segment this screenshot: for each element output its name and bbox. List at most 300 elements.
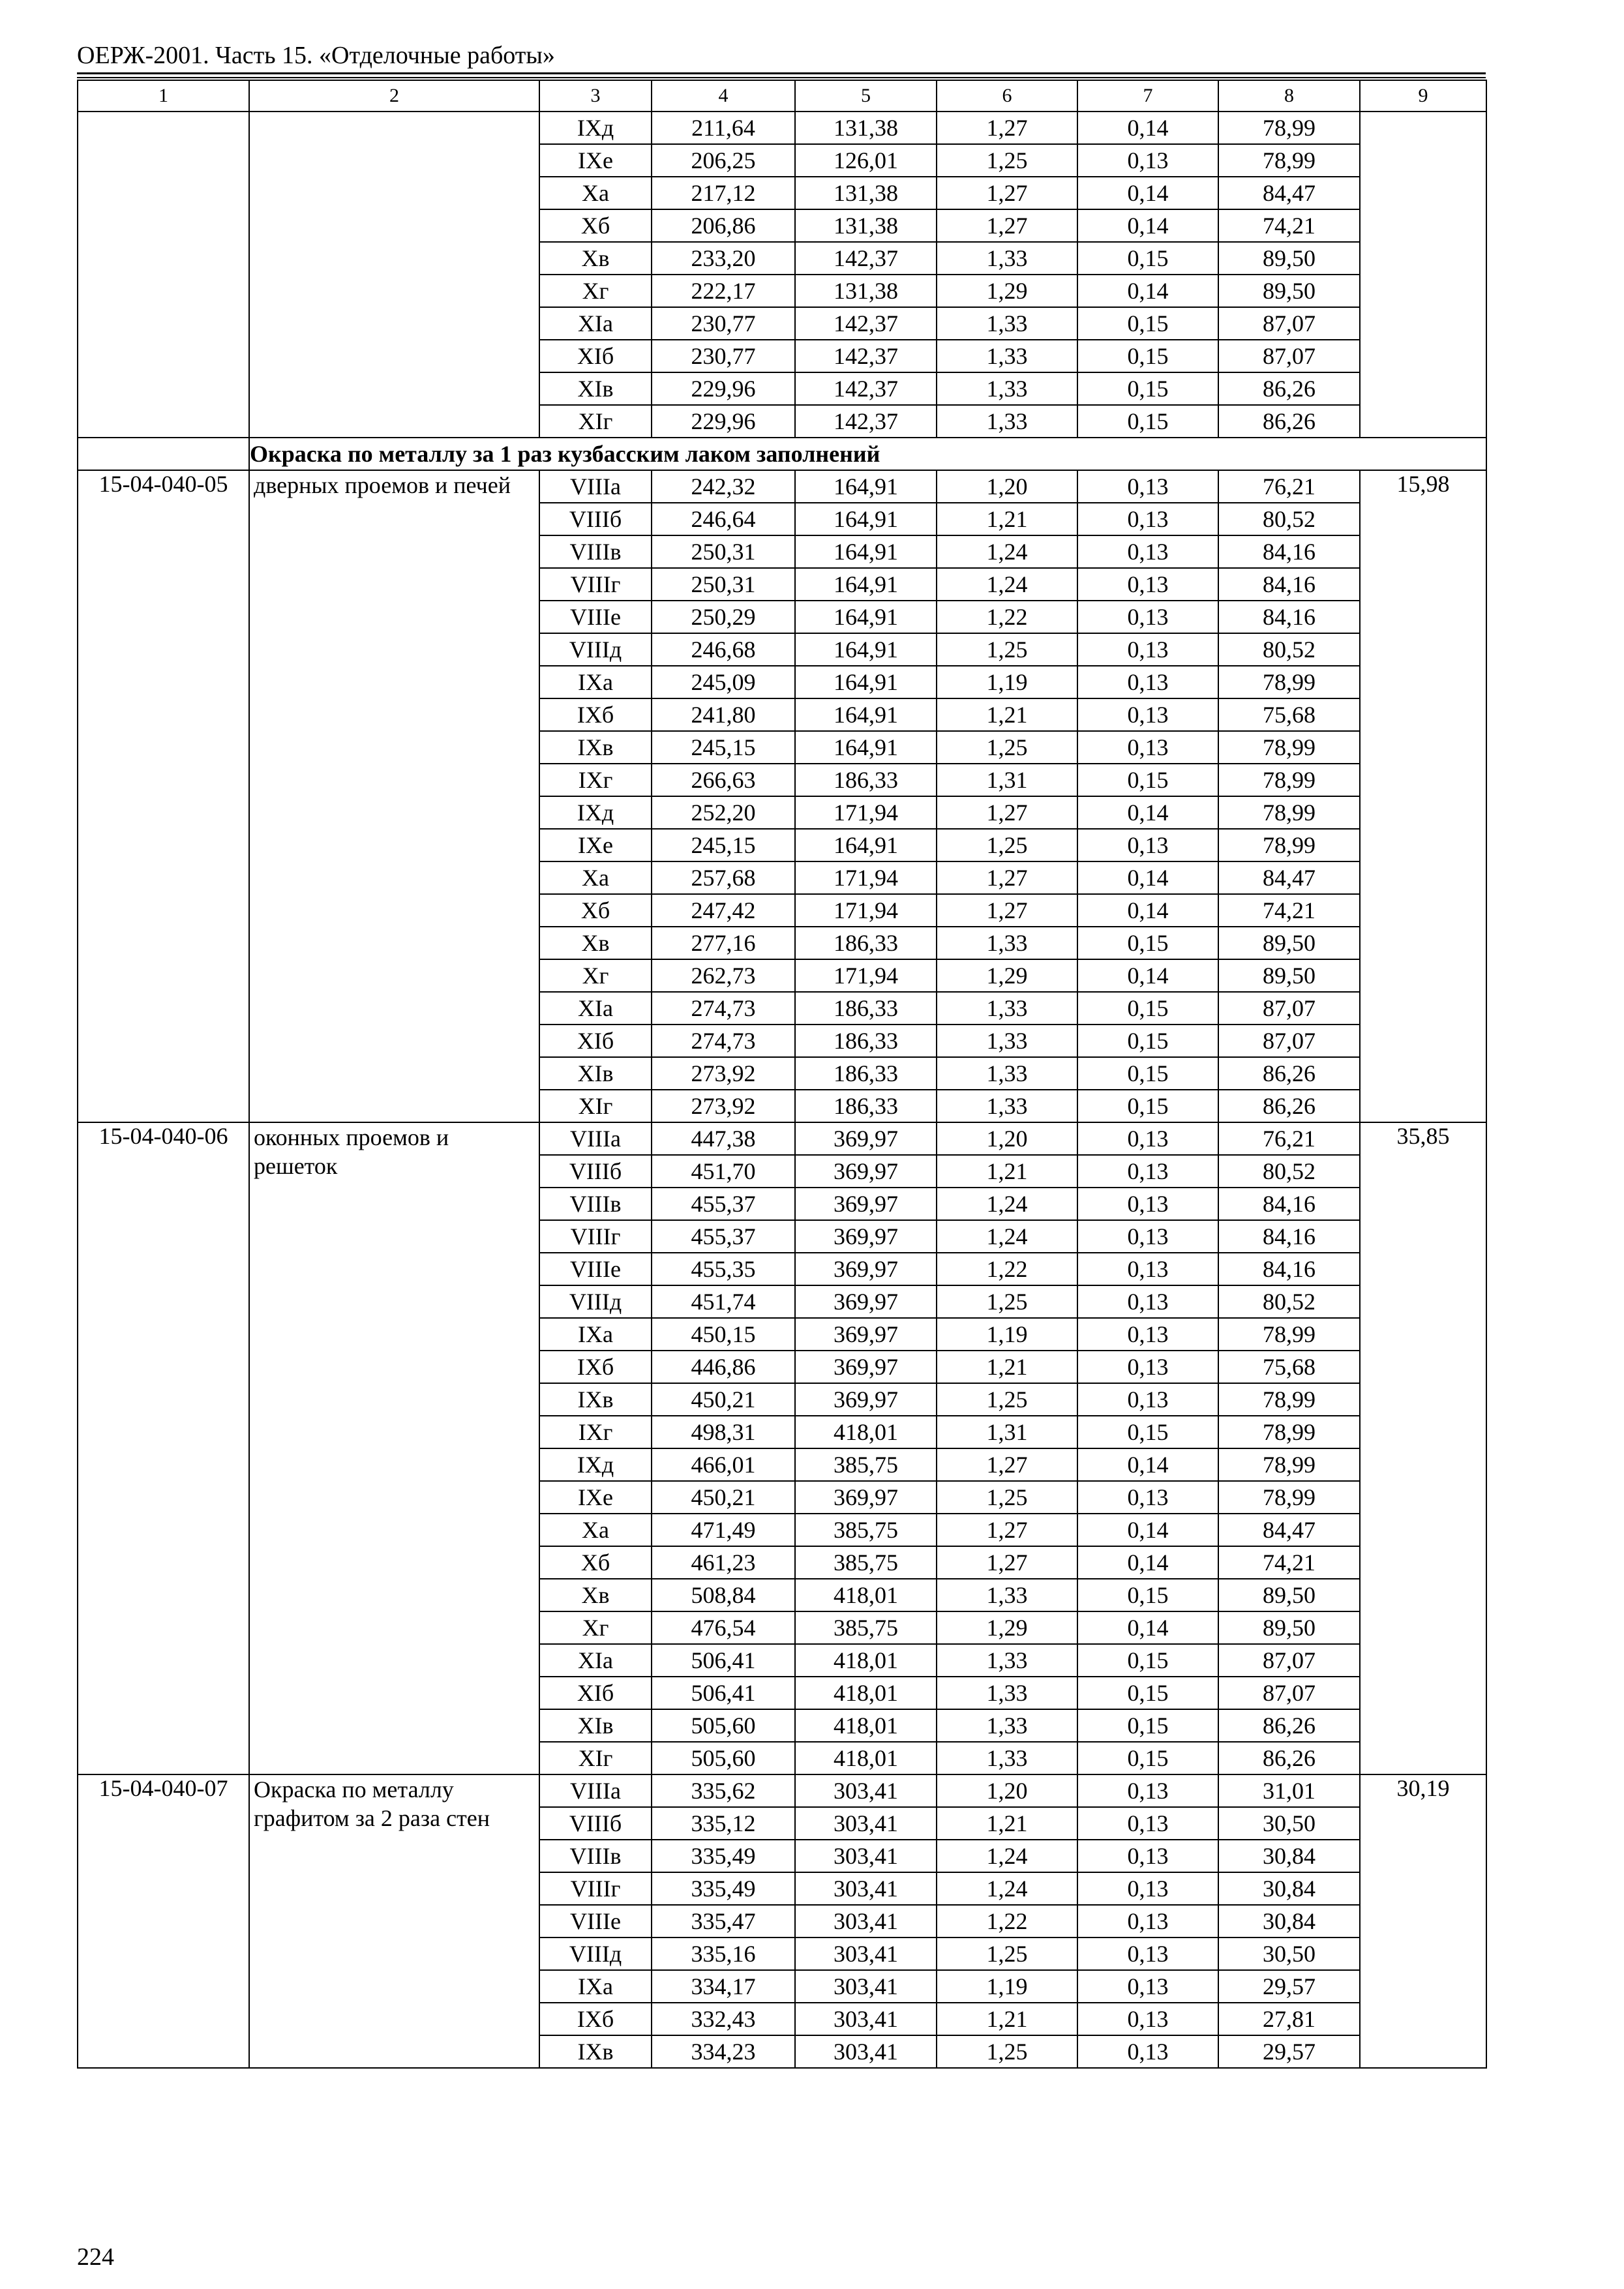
base-price-cell: 245,15	[652, 731, 795, 764]
driver-wage-cell: 0,13	[1077, 1122, 1218, 1155]
base-price-cell: 274,73	[652, 992, 795, 1025]
zone-cell: VIIIг	[539, 1872, 652, 1905]
zone-cell: Xб	[539, 1546, 652, 1579]
price-cell: 15,98	[1360, 470, 1486, 1122]
driver-wage-cell: 0,14	[1077, 177, 1218, 209]
zone-cell: IXд	[539, 1448, 652, 1481]
zone-cell: IXб	[539, 1351, 652, 1383]
labor-cost-cell: 186,33	[795, 992, 937, 1025]
zone-cell: Xа	[539, 177, 652, 209]
material-cost-cell: 86,26	[1218, 1057, 1360, 1090]
machine-cost-cell: 1,25	[937, 731, 1077, 764]
base-price-cell: 277,16	[652, 927, 795, 959]
column-number: 7	[1077, 80, 1218, 112]
material-cost-cell: 86,26	[1218, 372, 1360, 405]
labor-cost-cell: 385,75	[795, 1514, 937, 1546]
material-cost-cell: 78,99	[1218, 731, 1360, 764]
rates-table	[77, 80, 1487, 2069]
material-cost-cell: 30,84	[1218, 1840, 1360, 1872]
base-price-cell: 334,23	[652, 2035, 795, 2068]
driver-wage-cell: 0,13	[1077, 829, 1218, 861]
zone-cell: IXб	[539, 2003, 652, 2035]
zone-cell: XIг	[539, 1742, 652, 1774]
base-price-cell: 262,73	[652, 959, 795, 992]
zone-cell: VIIIд	[539, 633, 652, 666]
material-cost-cell: 84,16	[1218, 535, 1360, 568]
machine-cost-cell: 1,25	[937, 1285, 1077, 1318]
labor-cost-cell: 186,33	[795, 1090, 937, 1122]
driver-wage-cell: 0,13	[1077, 1383, 1218, 1416]
base-price-cell: 242,32	[652, 470, 795, 503]
base-price-cell: 334,17	[652, 1970, 795, 2003]
material-cost-cell: 29,57	[1218, 2035, 1360, 2068]
material-cost-cell: 84,47	[1218, 861, 1360, 894]
material-cost-cell: 87,07	[1218, 1677, 1360, 1709]
zone-cell: Xв	[539, 927, 652, 959]
machine-cost-cell: 1,27	[937, 1448, 1077, 1481]
driver-wage-cell: 0,13	[1077, 1285, 1218, 1318]
material-cost-cell: 76,21	[1218, 1122, 1360, 1155]
labor-cost-cell: 171,94	[795, 894, 937, 927]
driver-wage-cell: 0,13	[1077, 633, 1218, 666]
zone-cell: IXа	[539, 1318, 652, 1351]
labor-cost-cell: 164,91	[795, 731, 937, 764]
machine-cost-cell: 1,29	[937, 959, 1077, 992]
zone-cell: Xг	[539, 959, 652, 992]
zone-cell: Xв	[539, 242, 652, 275]
material-cost-cell: 78,99	[1218, 796, 1360, 829]
driver-wage-cell: 0,13	[1077, 1872, 1218, 1905]
zone-cell: IXб	[539, 698, 652, 731]
labor-cost-cell: 164,91	[795, 698, 937, 731]
labor-cost-cell: 131,38	[795, 112, 937, 144]
table-row	[78, 1774, 1486, 1807]
labor-cost-cell: 369,97	[795, 1351, 937, 1383]
material-cost-cell: 86,26	[1218, 1090, 1360, 1122]
machine-cost-cell: 1,21	[937, 698, 1077, 731]
base-price-cell: 455,35	[652, 1253, 795, 1285]
driver-wage-cell: 0,13	[1077, 1155, 1218, 1188]
driver-wage-cell: 0,14	[1077, 275, 1218, 307]
column-number: 5	[795, 80, 937, 112]
driver-wage-cell: 0,13	[1077, 1970, 1218, 2003]
labor-cost-cell: 164,91	[795, 503, 937, 535]
machine-cost-cell: 1,25	[937, 829, 1077, 861]
driver-wage-cell: 0,15	[1077, 1644, 1218, 1677]
material-cost-cell: 30,50	[1218, 1937, 1360, 1970]
material-cost-cell: 74,21	[1218, 894, 1360, 927]
driver-wage-cell: 0,15	[1077, 405, 1218, 438]
material-cost-cell: 84,47	[1218, 1514, 1360, 1546]
zone-cell: XIв	[539, 1709, 652, 1742]
machine-cost-cell: 1,29	[937, 275, 1077, 307]
labor-cost-cell: 131,38	[795, 209, 937, 242]
machine-cost-cell: 1,27	[937, 209, 1077, 242]
machine-cost-cell: 1,25	[937, 633, 1077, 666]
zone-cell: VIIIа	[539, 1122, 652, 1155]
driver-wage-cell: 0,15	[1077, 372, 1218, 405]
driver-wage-cell: 0,14	[1077, 796, 1218, 829]
driver-wage-cell: 0,14	[1077, 861, 1218, 894]
driver-wage-cell: 0,14	[1077, 959, 1218, 992]
machine-cost-cell: 1,20	[937, 1122, 1077, 1155]
driver-wage-cell: 0,15	[1077, 927, 1218, 959]
material-cost-cell: 78,99	[1218, 1481, 1360, 1514]
machine-cost-cell: 1,25	[937, 2035, 1077, 2068]
zone-cell: XIа	[539, 992, 652, 1025]
labor-cost-cell: 303,41	[795, 2035, 937, 2068]
base-price-cell: 466,01	[652, 1448, 795, 1481]
labor-cost-cell: 164,91	[795, 633, 937, 666]
labor-cost-cell: 142,37	[795, 307, 937, 340]
machine-cost-cell: 1,33	[937, 372, 1077, 405]
driver-wage-cell: 0,14	[1077, 1546, 1218, 1579]
driver-wage-cell: 0,15	[1077, 1416, 1218, 1448]
zone-cell: VIIIб	[539, 1155, 652, 1188]
zone-cell: IXд	[539, 796, 652, 829]
machine-cost-cell: 1,21	[937, 1155, 1077, 1188]
machine-cost-cell: 1,31	[937, 764, 1077, 796]
driver-wage-cell: 0,13	[1077, 1807, 1218, 1840]
driver-wage-cell: 0,15	[1077, 242, 1218, 275]
zone-cell: IXв	[539, 1383, 652, 1416]
labor-cost-cell: 385,75	[795, 1611, 937, 1644]
section-title: Окраска по металлу за 1 раз кузбасским лаком заполнений	[249, 438, 1486, 470]
material-cost-cell: 87,07	[1218, 340, 1360, 372]
material-cost-cell: 75,68	[1218, 698, 1360, 731]
base-price-cell: 505,60	[652, 1742, 795, 1774]
driver-wage-cell: 0,13	[1077, 1253, 1218, 1285]
labor-cost-cell: 186,33	[795, 1057, 937, 1090]
driver-wage-cell: 0,13	[1077, 470, 1218, 503]
labor-cost-cell: 164,91	[795, 666, 937, 698]
base-price-cell: 447,38	[652, 1122, 795, 1155]
page-header-title: ОЕРЖ-2001. Часть 15. «Отделочные работы»	[77, 42, 555, 69]
labor-cost-cell: 164,91	[795, 535, 937, 568]
driver-wage-cell: 0,13	[1077, 503, 1218, 535]
zone-cell: VIIIг	[539, 1220, 652, 1253]
driver-wage-cell: 0,13	[1077, 568, 1218, 601]
material-cost-cell: 86,26	[1218, 1709, 1360, 1742]
base-price-cell: 451,70	[652, 1155, 795, 1188]
base-price-cell: 211,64	[652, 112, 795, 144]
machine-cost-cell: 1,33	[937, 242, 1077, 275]
zone-cell: Xг	[539, 275, 652, 307]
driver-wage-cell: 0,15	[1077, 1025, 1218, 1057]
material-cost-cell: 74,21	[1218, 209, 1360, 242]
zone-cell: XIв	[539, 1057, 652, 1090]
zone-cell: Xа	[539, 861, 652, 894]
material-cost-cell: 80,52	[1218, 633, 1360, 666]
material-cost-cell: 86,26	[1218, 405, 1360, 438]
material-cost-cell: 84,47	[1218, 177, 1360, 209]
base-price-cell: 335,16	[652, 1937, 795, 1970]
zone-cell: VIIIд	[539, 1937, 652, 1970]
machine-cost-cell: 1,33	[937, 1677, 1077, 1709]
base-price-cell: 332,43	[652, 2003, 795, 2035]
material-cost-cell: 84,16	[1218, 1188, 1360, 1220]
header-rule	[77, 72, 1486, 74]
column-number: 3	[539, 80, 652, 112]
zone-cell: IXд	[539, 112, 652, 144]
labor-cost-cell: 369,97	[795, 1383, 937, 1416]
material-cost-cell: 78,99	[1218, 829, 1360, 861]
labor-cost-cell: 171,94	[795, 861, 937, 894]
base-price-cell: 451,74	[652, 1285, 795, 1318]
driver-wage-cell: 0,13	[1077, 1937, 1218, 1970]
zone-cell: VIIIе	[539, 1253, 652, 1285]
machine-cost-cell: 1,21	[937, 2003, 1077, 2035]
labor-cost-cell: 142,37	[795, 372, 937, 405]
material-cost-cell: 78,99	[1218, 1416, 1360, 1448]
machine-cost-cell: 1,33	[937, 1742, 1077, 1774]
driver-wage-cell: 0,15	[1077, 1677, 1218, 1709]
zone-cell: Xв	[539, 1579, 652, 1611]
base-price-cell: 233,20	[652, 242, 795, 275]
machine-cost-cell: 1,27	[937, 1514, 1077, 1546]
zone-cell: Xб	[539, 209, 652, 242]
driver-wage-cell: 0,14	[1077, 1514, 1218, 1546]
driver-wage-cell: 0,15	[1077, 1709, 1218, 1742]
base-price-cell: 250,31	[652, 535, 795, 568]
base-price-cell: 450,21	[652, 1383, 795, 1416]
zone-cell: VIIIд	[539, 1285, 652, 1318]
labor-cost-cell: 418,01	[795, 1579, 937, 1611]
material-cost-cell: 78,99	[1218, 1318, 1360, 1351]
zone-cell: VIIIв	[539, 1840, 652, 1872]
base-price-cell: 506,41	[652, 1677, 795, 1709]
labor-cost-cell: 303,41	[795, 2003, 937, 2035]
base-price-cell: 273,92	[652, 1057, 795, 1090]
labor-cost-cell: 171,94	[795, 959, 937, 992]
zone-cell: XIв	[539, 372, 652, 405]
base-price-cell: 230,77	[652, 340, 795, 372]
base-price-cell: 455,37	[652, 1220, 795, 1253]
machine-cost-cell: 1,24	[937, 1188, 1077, 1220]
machine-cost-cell: 1,24	[937, 568, 1077, 601]
labor-cost-cell: 418,01	[795, 1742, 937, 1774]
labor-cost-cell: 303,41	[795, 1840, 937, 1872]
driver-wage-cell: 0,13	[1077, 1481, 1218, 1514]
material-cost-cell: 87,07	[1218, 992, 1360, 1025]
rate-code	[78, 112, 249, 438]
base-price-cell: 252,20	[652, 796, 795, 829]
labor-cost-cell: 418,01	[795, 1416, 937, 1448]
driver-wage-cell: 0,13	[1077, 1351, 1218, 1383]
labor-cost-cell: 385,75	[795, 1546, 937, 1579]
driver-wage-cell: 0,13	[1077, 666, 1218, 698]
driver-wage-cell: 0,13	[1077, 144, 1218, 177]
table-row	[78, 112, 1486, 144]
labor-cost-cell: 303,41	[795, 1774, 937, 1807]
zone-cell: Xг	[539, 1611, 652, 1644]
machine-cost-cell: 1,33	[937, 340, 1077, 372]
labor-cost-cell: 186,33	[795, 764, 937, 796]
rate-code: 15-04-040-05	[78, 470, 249, 1122]
header-rule	[77, 77, 1486, 78]
labor-cost-cell: 418,01	[795, 1644, 937, 1677]
material-cost-cell: 84,16	[1218, 1253, 1360, 1285]
machine-cost-cell: 1,29	[937, 1611, 1077, 1644]
column-number: 2	[249, 80, 539, 112]
machine-cost-cell: 1,21	[937, 503, 1077, 535]
machine-cost-cell: 1,24	[937, 1872, 1077, 1905]
base-price-cell: 506,41	[652, 1644, 795, 1677]
material-cost-cell: 87,07	[1218, 307, 1360, 340]
machine-cost-cell: 1,24	[937, 535, 1077, 568]
labor-cost-cell: 369,97	[795, 1318, 937, 1351]
zone-cell: VIIIб	[539, 1807, 652, 1840]
page-number: 224	[77, 2243, 114, 2271]
section-title-spacer	[78, 438, 249, 470]
base-price-cell: 257,68	[652, 861, 795, 894]
machine-cost-cell: 1,27	[937, 177, 1077, 209]
material-cost-cell: 75,68	[1218, 1351, 1360, 1383]
machine-cost-cell: 1,33	[937, 1579, 1077, 1611]
driver-wage-cell: 0,13	[1077, 535, 1218, 568]
base-price-cell: 250,31	[652, 568, 795, 601]
driver-wage-cell: 0,13	[1077, 698, 1218, 731]
machine-cost-cell: 1,33	[937, 1025, 1077, 1057]
price-cell: 35,85	[1360, 1122, 1486, 1774]
rate-code: 15-04-040-07	[78, 1774, 249, 2068]
base-price-cell: 335,12	[652, 1807, 795, 1840]
material-cost-cell: 80,52	[1218, 1285, 1360, 1318]
base-price-cell: 241,80	[652, 698, 795, 731]
base-price-cell: 250,29	[652, 601, 795, 633]
machine-cost-cell: 1,24	[937, 1220, 1077, 1253]
machine-cost-cell: 1,25	[937, 1937, 1077, 1970]
zone-cell: VIIIв	[539, 535, 652, 568]
price-cell	[1360, 112, 1486, 438]
machine-cost-cell: 1,22	[937, 1253, 1077, 1285]
labor-cost-cell: 171,94	[795, 796, 937, 829]
driver-wage-cell: 0,13	[1077, 731, 1218, 764]
base-price-cell: 450,15	[652, 1318, 795, 1351]
labor-cost-cell: 164,91	[795, 470, 937, 503]
base-price-cell: 505,60	[652, 1709, 795, 1742]
base-price-cell: 245,15	[652, 829, 795, 861]
zone-cell: IXг	[539, 1416, 652, 1448]
machine-cost-cell: 1,33	[937, 927, 1077, 959]
table-row	[78, 470, 1486, 503]
work-description: Окраска по металлу графитом за 2 раза стен	[249, 1774, 539, 2068]
driver-wage-cell: 0,13	[1077, 1220, 1218, 1253]
material-cost-cell: 27,81	[1218, 2003, 1360, 2035]
driver-wage-cell: 0,14	[1077, 112, 1218, 144]
driver-wage-cell: 0,13	[1077, 601, 1218, 633]
machine-cost-cell: 1,20	[937, 470, 1077, 503]
zone-cell: XIа	[539, 307, 652, 340]
labor-cost-cell: 142,37	[795, 405, 937, 438]
material-cost-cell: 89,50	[1218, 927, 1360, 959]
driver-wage-cell: 0,15	[1077, 340, 1218, 372]
machine-cost-cell: 1,19	[937, 666, 1077, 698]
material-cost-cell: 86,26	[1218, 1742, 1360, 1774]
machine-cost-cell: 1,33	[937, 1709, 1077, 1742]
zone-cell: VIIIе	[539, 1905, 652, 1937]
base-price-cell: 266,63	[652, 764, 795, 796]
labor-cost-cell: 126,01	[795, 144, 937, 177]
driver-wage-cell: 0,13	[1077, 2035, 1218, 2068]
driver-wage-cell: 0,15	[1077, 1057, 1218, 1090]
labor-cost-cell: 418,01	[795, 1677, 937, 1709]
machine-cost-cell: 1,22	[937, 1905, 1077, 1937]
machine-cost-cell: 1,31	[937, 1416, 1077, 1448]
machine-cost-cell: 1,19	[937, 1970, 1077, 2003]
base-price-cell: 229,96	[652, 372, 795, 405]
machine-cost-cell: 1,27	[937, 861, 1077, 894]
rates-table-body	[78, 80, 1486, 2068]
driver-wage-cell: 0,13	[1077, 1774, 1218, 1807]
base-price-cell: 247,42	[652, 894, 795, 927]
zone-cell: IXе	[539, 829, 652, 861]
column-number-row	[78, 80, 1486, 112]
material-cost-cell: 74,21	[1218, 1546, 1360, 1579]
labor-cost-cell: 369,97	[795, 1220, 937, 1253]
labor-cost-cell: 369,97	[795, 1285, 937, 1318]
labor-cost-cell: 303,41	[795, 1970, 937, 2003]
labor-cost-cell: 369,97	[795, 1155, 937, 1188]
driver-wage-cell: 0,15	[1077, 307, 1218, 340]
base-price-cell: 498,31	[652, 1416, 795, 1448]
base-price-cell: 245,09	[652, 666, 795, 698]
labor-cost-cell: 186,33	[795, 927, 937, 959]
column-number: 4	[652, 80, 795, 112]
base-price-cell: 508,84	[652, 1579, 795, 1611]
driver-wage-cell: 0,13	[1077, 1905, 1218, 1937]
material-cost-cell: 78,99	[1218, 666, 1360, 698]
driver-wage-cell: 0,14	[1077, 209, 1218, 242]
labor-cost-cell: 303,41	[795, 1872, 937, 1905]
labor-cost-cell: 369,97	[795, 1481, 937, 1514]
material-cost-cell: 29,57	[1218, 1970, 1360, 2003]
labor-cost-cell: 131,38	[795, 275, 937, 307]
zone-cell: XIб	[539, 340, 652, 372]
material-cost-cell: 31,01	[1218, 1774, 1360, 1807]
labor-cost-cell: 186,33	[795, 1025, 937, 1057]
labor-cost-cell: 369,97	[795, 1253, 937, 1285]
machine-cost-cell: 1,27	[937, 796, 1077, 829]
machine-cost-cell: 1,27	[937, 112, 1077, 144]
zone-cell: VIIIг	[539, 568, 652, 601]
base-price-cell: 471,49	[652, 1514, 795, 1546]
base-price-cell: 335,49	[652, 1840, 795, 1872]
machine-cost-cell: 1,33	[937, 992, 1077, 1025]
zone-cell: IXе	[539, 1481, 652, 1514]
driver-wage-cell: 0,14	[1077, 894, 1218, 927]
work-description: дверных проемов и печей	[249, 470, 539, 1122]
column-number: 1	[78, 80, 249, 112]
labor-cost-cell: 142,37	[795, 340, 937, 372]
zone-cell: IXе	[539, 144, 652, 177]
driver-wage-cell: 0,15	[1077, 1579, 1218, 1611]
zone-cell: IXг	[539, 764, 652, 796]
material-cost-cell: 84,16	[1218, 568, 1360, 601]
zone-cell: XIа	[539, 1644, 652, 1677]
zone-cell: XIг	[539, 1090, 652, 1122]
machine-cost-cell: 1,33	[937, 1057, 1077, 1090]
section-title-row	[78, 438, 1486, 470]
work-description	[249, 112, 539, 438]
material-cost-cell: 80,52	[1218, 1155, 1360, 1188]
material-cost-cell: 30,84	[1218, 1905, 1360, 1937]
base-price-cell: 455,37	[652, 1188, 795, 1220]
machine-cost-cell: 1,20	[937, 1774, 1077, 1807]
base-price-cell: 335,47	[652, 1905, 795, 1937]
material-cost-cell: 87,07	[1218, 1644, 1360, 1677]
base-price-cell: 461,23	[652, 1546, 795, 1579]
